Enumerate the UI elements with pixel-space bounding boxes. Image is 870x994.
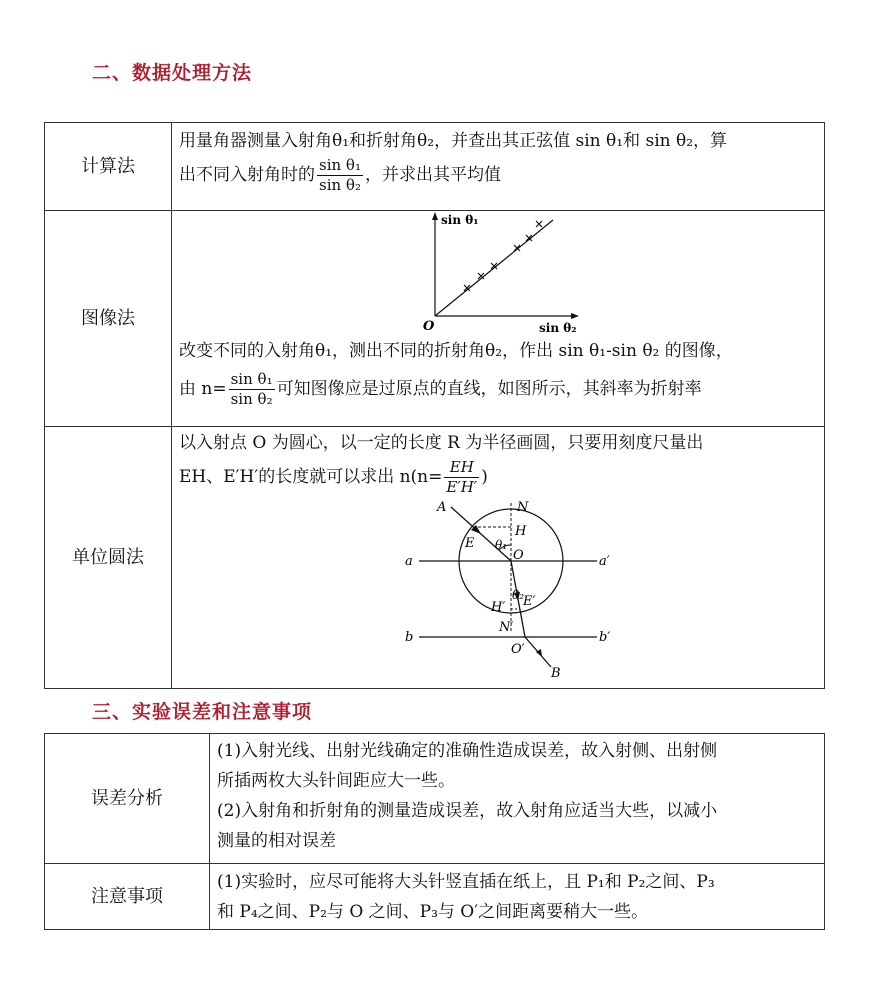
row-label-notes: 注意事项 bbox=[45, 864, 210, 930]
calc-line-2 bbox=[179, 156, 817, 195]
row-label-error: 误差分析 bbox=[45, 734, 210, 864]
error-p1-line-2: 所插两枚大头针间距应大一些。 bbox=[217, 771, 455, 791]
error-p2-line-2: 测量的相对误差 bbox=[217, 831, 336, 851]
unit-circle-figure bbox=[401, 499, 621, 679]
label-H: H bbox=[515, 524, 527, 539]
graph-line-2-post: 可知图像应是过原点的直线，如图所示，其斜率为折射率 bbox=[276, 379, 702, 399]
y-axis-arrow bbox=[432, 212, 438, 220]
graph-frac-den: sin θ₂ bbox=[230, 390, 273, 408]
x-axis-label: sin θ₂ bbox=[539, 321, 577, 335]
label-B: B bbox=[551, 666, 561, 679]
errors-notes-table bbox=[44, 733, 825, 930]
graph-line-2 bbox=[179, 370, 817, 409]
circle-fraction bbox=[444, 458, 479, 497]
section-heading-errors-notes: 三、实验误差和注意事项 bbox=[92, 701, 313, 723]
calc-frac-den: sin θ₂ bbox=[319, 176, 361, 194]
label-b-prime: b′ bbox=[599, 630, 611, 645]
row-content-calc bbox=[172, 123, 825, 211]
label-E-prime: E′ bbox=[523, 594, 536, 609]
circle-line-1: 以入射点 O 为圆心，以一定的长度 R 为半径画圆，只要用刻度尺量出 bbox=[179, 433, 704, 453]
label-theta1: θ₁ bbox=[495, 538, 508, 552]
circle-line-2-post: ) bbox=[481, 467, 488, 487]
calc-line-2-pre: 出不同入射角时的 bbox=[179, 165, 315, 185]
table-row-notes bbox=[45, 864, 825, 930]
circle-line-2 bbox=[179, 458, 817, 497]
graph-fraction bbox=[229, 370, 275, 409]
label-O-prime: O′ bbox=[511, 642, 525, 657]
label-H-prime: H′ bbox=[491, 600, 506, 615]
data-processing-table bbox=[44, 122, 825, 689]
calc-line-1: 用量角器测量入射角θ₁和折射角θ₂，并查出其正弦值 sin θ₁和 sin θ₂，算 bbox=[179, 131, 728, 151]
label-E: E bbox=[465, 536, 475, 551]
label-a-prime: a′ bbox=[599, 554, 610, 569]
label-N: N bbox=[517, 500, 529, 515]
origin-label: O bbox=[423, 319, 435, 334]
table-row-error bbox=[45, 734, 825, 864]
calc-fraction bbox=[317, 156, 363, 195]
label-b: b bbox=[405, 630, 414, 645]
data-marker bbox=[536, 221, 542, 227]
table-row-graph bbox=[45, 211, 825, 427]
label-A: A bbox=[437, 500, 447, 515]
label-O: O bbox=[513, 548, 524, 563]
circle-line-2-pre: EH、E′H′的长度就可以求出 n(n= bbox=[179, 467, 443, 487]
row-label-graph: 图像法 bbox=[45, 211, 172, 427]
calc-frac-num: sin θ₁ bbox=[319, 156, 361, 174]
fit-line bbox=[435, 220, 553, 316]
row-label-circle: 单位圆法 bbox=[45, 427, 172, 689]
graph-line-1: 改变不同的入射角θ₁，测出不同的折射角θ₂，作出 sin θ₁-sin θ₂ 的图像， bbox=[179, 341, 733, 361]
label-theta2: θ₂ bbox=[512, 588, 525, 602]
table-row-calc bbox=[45, 123, 825, 211]
row-content-graph bbox=[172, 211, 825, 427]
sin-graph-figure bbox=[423, 212, 623, 336]
error-p2-line-1: (2)入射角和折射角的测量造成误差，故入射角应适当大些，以减小 bbox=[217, 801, 718, 821]
circle-frac-den: E′H′ bbox=[446, 478, 478, 496]
y-axis-label: sin θ₁ bbox=[441, 213, 479, 227]
x-axis-arrow bbox=[571, 313, 579, 319]
graph-line-2-pre: 由 n= bbox=[179, 379, 227, 399]
row-content-notes bbox=[210, 864, 825, 930]
calc-line-2-post: ，并求出其平均值 bbox=[364, 165, 501, 185]
row-content-circle bbox=[172, 427, 825, 689]
notes-line-2: 和 P₄之间、P₂与 O 之间、P₃与 O′之间距离要稍大一些。 bbox=[217, 902, 649, 922]
notes-line-1: (1)实验时，应尽可能将大头针竖直插在纸上，且 P₁和 P₂之间、P₃ bbox=[217, 872, 715, 892]
circle-frac-num: EH bbox=[444, 458, 479, 478]
section-heading-data-processing: 二、数据处理方法 bbox=[92, 62, 253, 84]
table-row-circle bbox=[45, 427, 825, 689]
graph-frac-num: sin θ₁ bbox=[230, 370, 273, 388]
error-p1-line-1: (1)入射光线、出射光线确定的准确性造成误差，故入射侧、出射侧 bbox=[217, 741, 718, 761]
row-label-calc: 计算法 bbox=[45, 123, 172, 211]
data-markers bbox=[464, 221, 542, 291]
label-N-prime: N′ bbox=[499, 620, 514, 635]
row-content-error bbox=[210, 734, 825, 864]
label-a: a bbox=[405, 554, 413, 569]
